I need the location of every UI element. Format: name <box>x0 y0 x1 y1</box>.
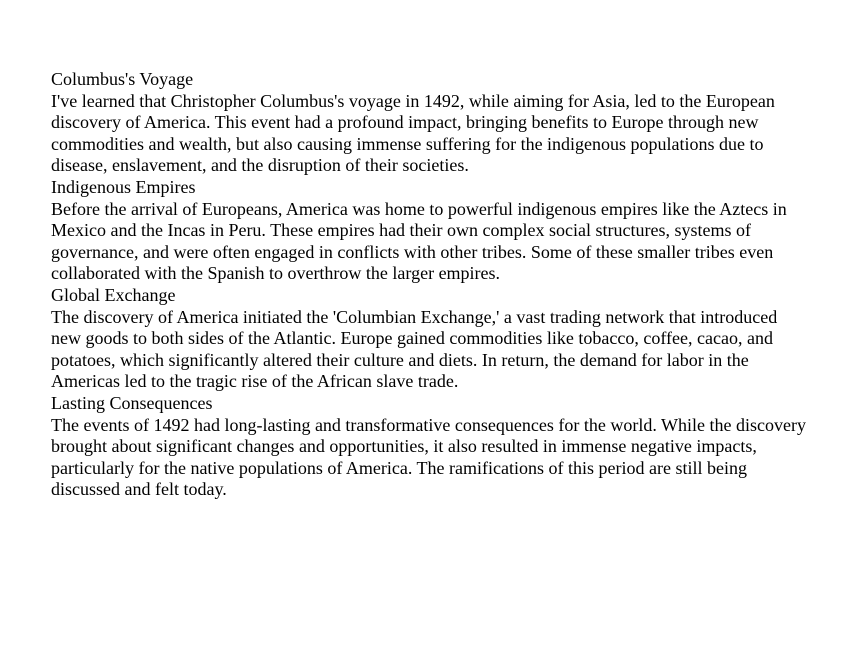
section-global-exchange <box>51 285 811 393</box>
section-title: Columbus's Voyage <box>51 69 194 89</box>
section-columbus-voyage <box>51 69 811 177</box>
document-page <box>51 69 811 501</box>
section-title: Indigenous Empires <box>51 176 196 197</box>
section-body: The events of 1492 had long-lasting and transformative consequences for the world. While the discovery brought about significant changes and opportunities, it also resulted in immense negative impacts, particularly for the native populations of America. The ramifications of this period are still being discussed and felt today. <box>51 414 806 500</box>
section-title: Global Exchange <box>51 284 176 305</box>
section-body: The discovery of America initiated the 'Columbian Exchange,' a vast trading network that introduced new goods to both sides of the Atlantic. Europe gained commodities like tobacco, coffee, cacao, and potatoes, which significantly altered their culture and diets. In return, the demand for labor in the Americas led to the tragic rise of the African slave trade. <box>51 306 778 392</box>
section-indigenous-empires <box>51 177 811 285</box>
section-body: I've learned that Christopher Columbus's voyage in 1492, while aiming for Asia, led to the European discovery of America. This event had a profound impact, bringing benefits to Europe through new commodities and wealth, but also causing immense suffering for the indigenous populations due to disease, enslavement, and the disruption of their societies. <box>51 90 775 176</box>
section-title: Lasting Consequences <box>51 392 213 413</box>
section-body: Before the arrival of Europeans, America was home to powerful indigenous empires like the Aztecs in Mexico and the Incas in Peru. These empires had their own complex social structures, systems of governance, and were often engaged in conflicts with other tribes. Some of these smaller tribes even collaborated with the Spanish to overthrow the larger empires. <box>51 198 787 284</box>
section-lasting-consequences <box>51 393 811 501</box>
